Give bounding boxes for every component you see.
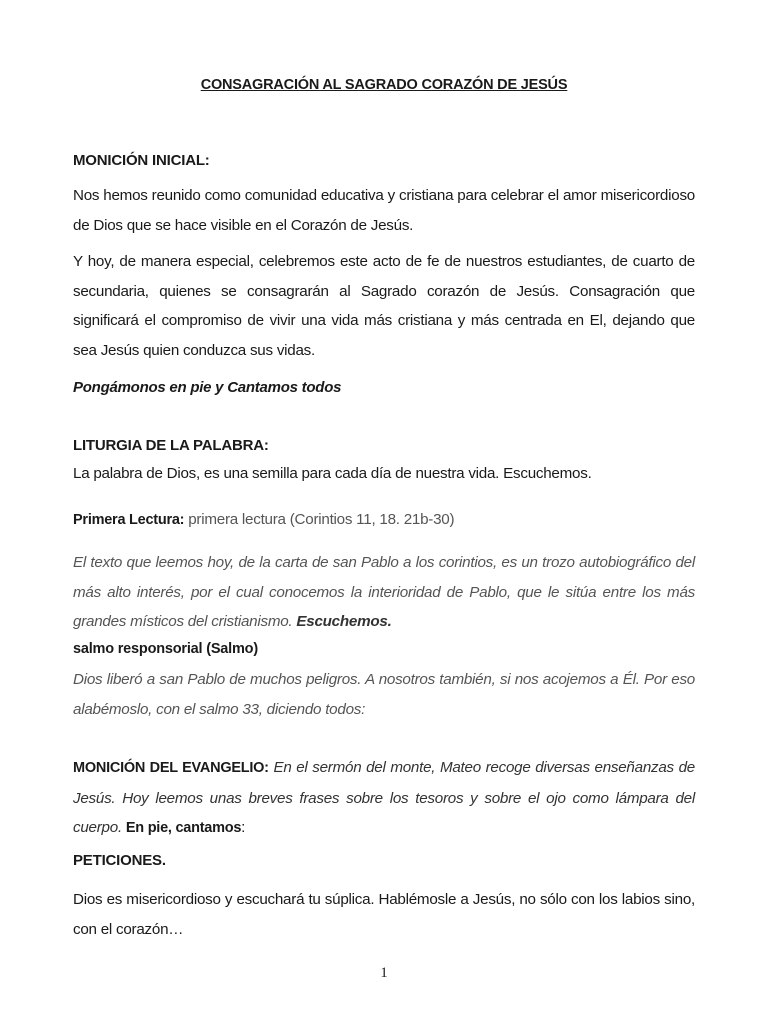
stand-up-rubric: Pongámonos en pie y Cantamos todos [73, 379, 342, 396]
evangelio-text: En el sermón del monte, Mateo recoge diversas enseñanzas de Jesús. Hoy leemos unas breves frases sobre los tesoros y sobre el ojo como lámpara del cuerpo. [73, 759, 695, 836]
liturgia-heading: LITURGIA DE LA PALABRA: [73, 437, 269, 454]
evangelio-rubric: En pie, cantamos [125, 820, 242, 836]
primera-lectura-monicion [73, 548, 695, 637]
escuchemos-label: Escuchemos. [296, 613, 392, 630]
evangelio-rubric-tail: : [241, 819, 246, 836]
page-number: 1 [380, 965, 388, 981]
peticiones-heading: PETICIONES. [73, 852, 166, 869]
peticiones-text: Dios es misericordioso y escuchará tu súplica. Hablémosle a Jesús, no sólo con los labios sino, con el corazón… [73, 891, 695, 938]
monicion-inicial-paragraph-1: Nos hemos reunido como comunidad educativa y cristiana para celebrar el amor misericordioso de Dios que se hace visible en el Corazón de Jesús. [73, 187, 695, 234]
document-page [73, 0, 695, 1024]
monicion-inicial-paragraph-2: Y hoy, de manera especial, celebremos este acto de fe de nuestros estudiantes, de cuarto de secundaria, quienes se consagrarán al Sagrado corazón de Jesús. Consagración que significará el compromiso de vivir una vida más cristiana y más centrada en El, dejando que sea Jesús quien conduzca sus vidas. [73, 253, 695, 359]
primera-lectura-line [73, 511, 454, 528]
primera-lectura-label: Primera Lectura: [73, 512, 185, 528]
document-title: CONSAGRACIÓN AL SAGRADO CORAZÓN DE JESÚS [200, 77, 568, 93]
primera-lectura-monicion-text: El texto que leemos hoy, de la carta de san Pablo a los corintios, es un trozo autobiográfico del más alto interés, por el cual conocemos la interioridad de Pablo, que le sitúa entre los más grandes místicos del cristianismo. [73, 554, 695, 630]
liturgia-intro: La palabra de Dios, es una semilla para cada día de nuestra vida. Escuchemos. [73, 465, 592, 482]
primera-lectura-reference: primera lectura (Corintios 11, 18. 21b-30) [184, 511, 455, 528]
monicion-inicial-heading: MONICIÓN INICIAL: [73, 152, 210, 169]
salmo-text: Dios liberó a san Pablo de muchos peligros. A nosotros también, si nos acojemos a Él. Por eso alabémoslo, con el salmo 33, diciendo todos: [73, 671, 695, 718]
evangelio-paragraph [73, 753, 695, 844]
evangelio-heading: MONICIÓN DEL EVANGELIO: [73, 760, 269, 776]
salmo-heading: salmo responsorial (Salmo) [73, 641, 258, 657]
